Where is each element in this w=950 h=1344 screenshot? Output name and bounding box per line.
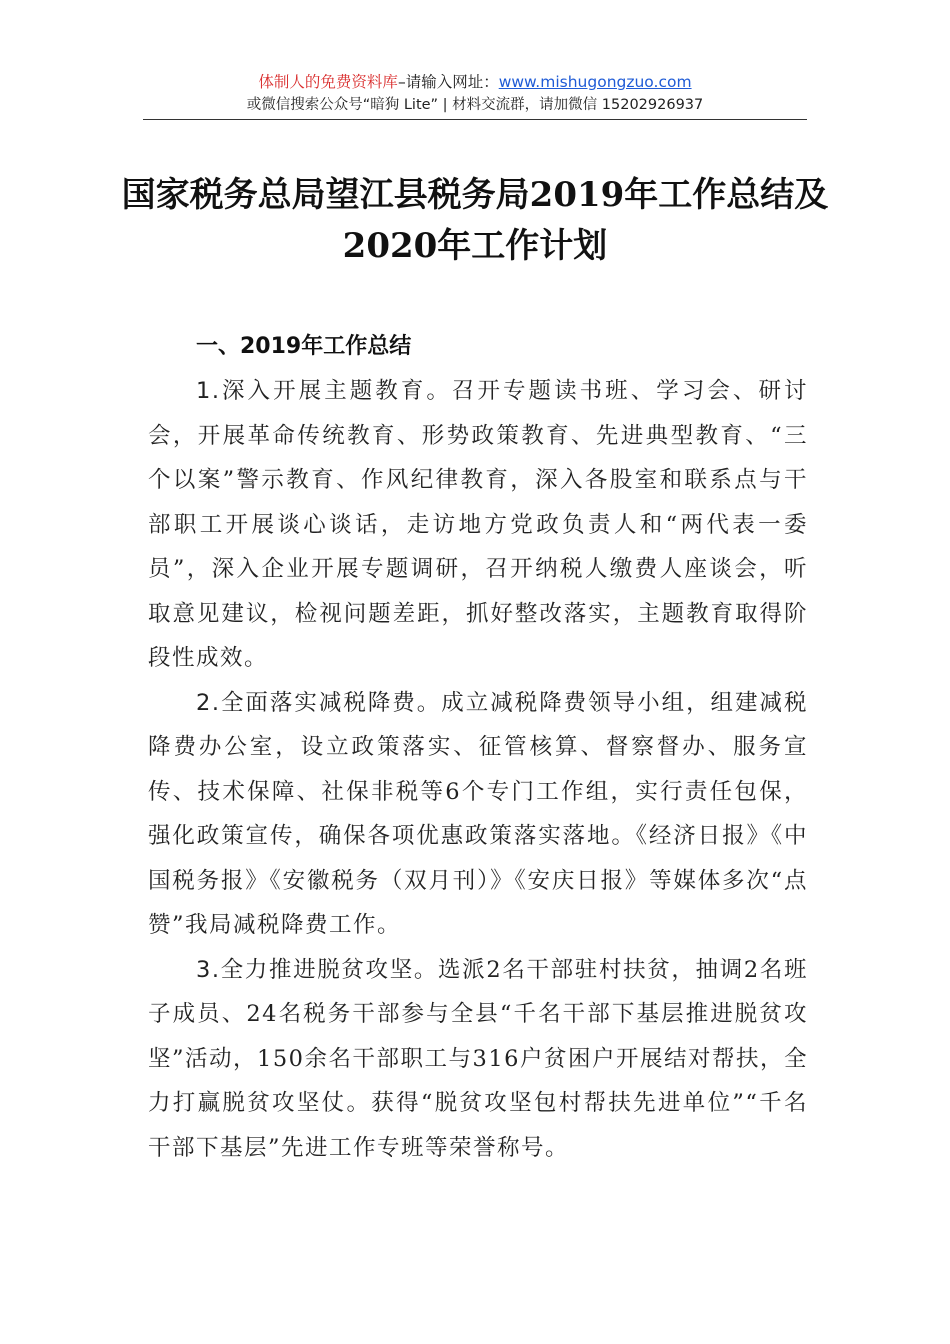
- paragraph-heading: 1.深入开展主题教育。: [196, 378, 452, 404]
- paragraph-3: [148, 948, 808, 1171]
- paragraph-text: 选派2名干部驻村扶贫，抽调2名班子成员、24名税务干部参与全县“千名干部下基层推进脱贫攻坚”活动，150余名干部职工与316户贫困户开展结对帮扶，全力打赢脱贫攻坚仗。获得“脱贫攻坚包村帮扶先进单位”“千名干部下基层”先进工作专班等荣誉称号。: [148, 956, 808, 1161]
- header-brand: 体制人的免费资料库: [258, 73, 398, 91]
- paragraph-1: [148, 369, 808, 681]
- paragraph-2: [148, 681, 808, 948]
- header-divider: [143, 119, 807, 120]
- header-site-link[interactable]: www.mishugongzuo.com: [498, 73, 692, 91]
- document-title: 国家税务总局望江县税务局2019年工作总结及2020年工作计划: [121, 175, 829, 266]
- page-header: [143, 70, 807, 116]
- document-body: [148, 325, 808, 1170]
- header-line-2: 或微信搜索公众号“暗狗 Lite” | 材料交流群，请加微信 15202926937: [246, 97, 704, 113]
- section-heading: 一、2019年工作总结: [196, 334, 412, 359]
- paragraph-heading: 3.全力推进脱贫攻坚。: [196, 956, 439, 983]
- header-line-1: [143, 70, 807, 94]
- paragraph-text: 召开专题读书班、学习会、研讨会，开展革命传统教育、形势政策教育、先进典型教育、“三个以案”警示教育、作风纪律教育，深入各股室和联系点与干部职工开展谈心谈话，走访地方党政负责人和“两代表一委员”，深入企业开展专题调研，召开纳税人缴费人座谈会，听取意见建议，检视问题差距，抓好整改落实，主题教育取得阶段性成效。: [148, 378, 808, 671]
- paragraph-heading: 2.全面落实减税降费。: [196, 689, 442, 716]
- header-prompt: –请输入网址：: [397, 73, 499, 91]
- paragraph-text: 成立减税降费领导小组，组建减税降费办公室，设立政策落实、征管核算、督察督办、服务宣传、技术保障、社保非税等6个专门工作组，实行责任包保，强化政策宣传，确保各项优惠政策落实落地。《经济日报》《中国税务报》《安徽税务（双月刊）》《安庆日报》等媒体多次“点赞”我局减税降费工作。: [148, 689, 808, 938]
